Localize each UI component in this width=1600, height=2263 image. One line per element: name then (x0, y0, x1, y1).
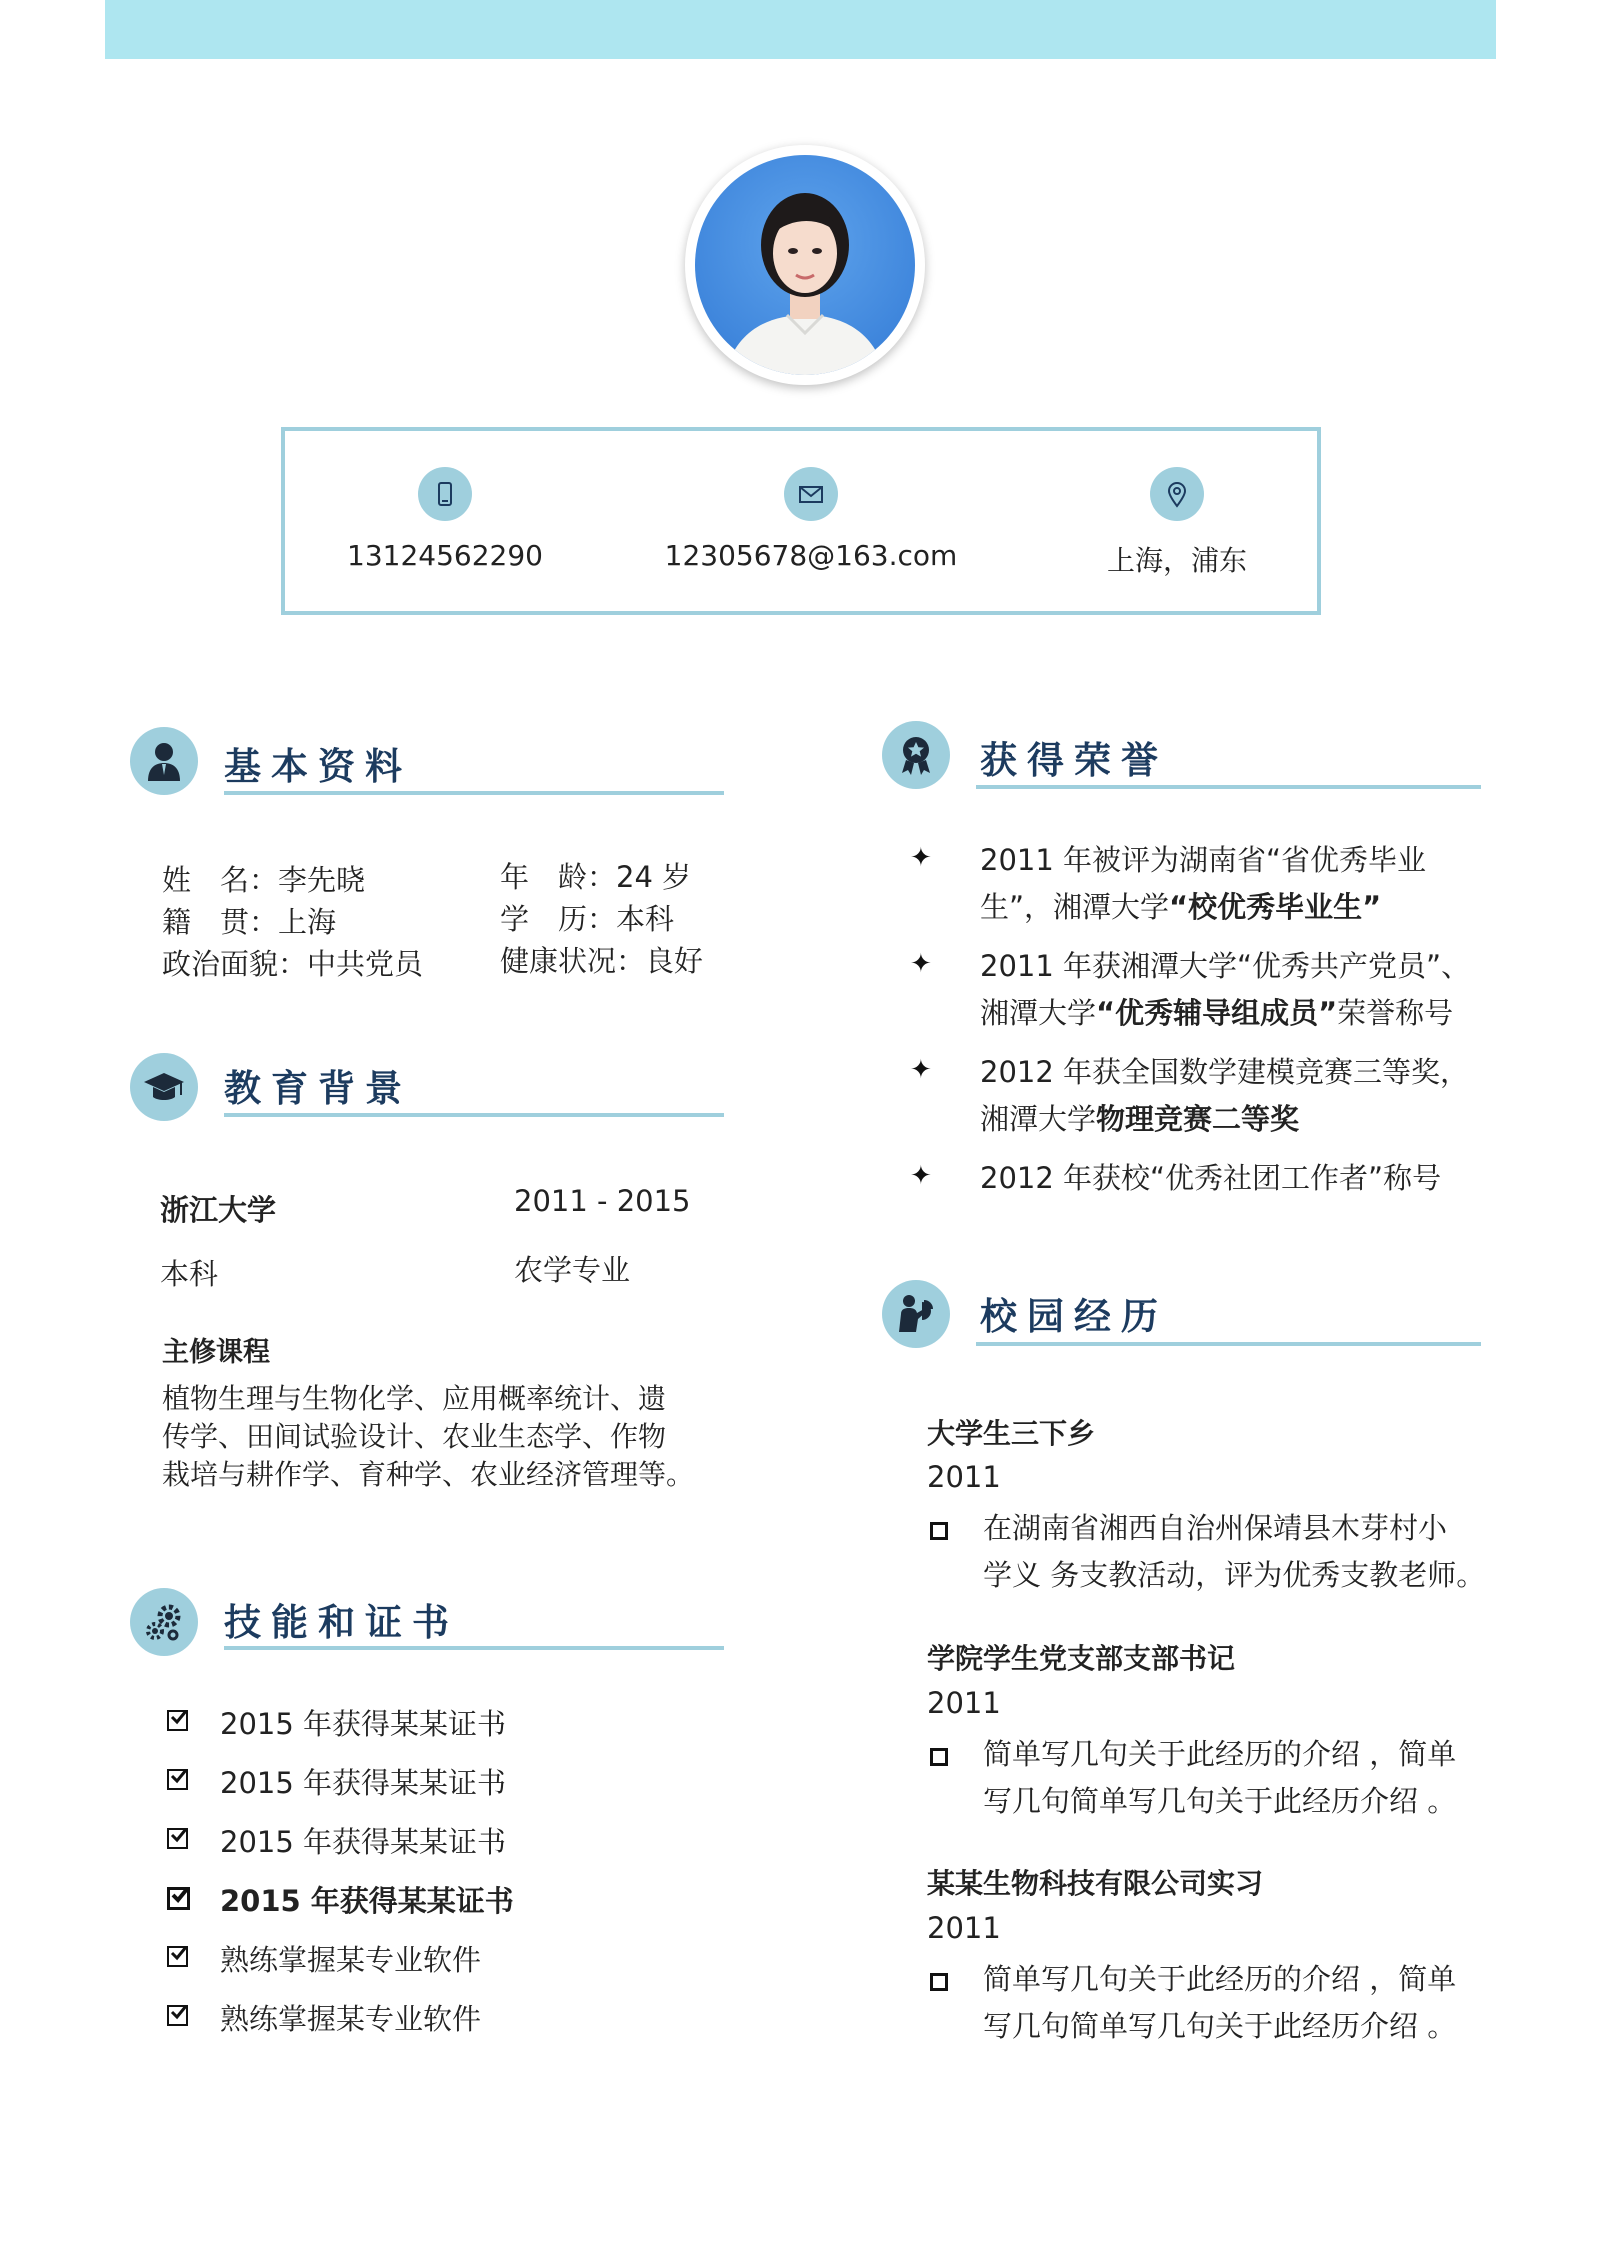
honor-line: 2011 年被评为湖南省“省优秀毕业 (980, 843, 1427, 877)
experience-desc (983, 1505, 1493, 1599)
section-title-honors: 获得荣誉 (980, 739, 1168, 782)
health-value: 良好 (645, 944, 704, 978)
section-divider (224, 1113, 724, 1117)
degree-label: 学 历： (500, 902, 617, 936)
name-row (162, 858, 365, 899)
section-divider (224, 791, 724, 795)
star-bullet-icon: ✦ (910, 1055, 932, 1085)
star-bullet-icon: ✦ (910, 843, 932, 873)
phone-number: 13124562290 (347, 539, 543, 572)
contact-phone (285, 431, 605, 611)
checkbox-icon (167, 1828, 188, 1849)
experience-desc (983, 1956, 1493, 2050)
location-pin-icon (1150, 467, 1204, 521)
section-title-skills: 技能和证书 (224, 1601, 459, 1644)
age-label: 年 龄： (500, 860, 617, 894)
skill-item: 熟练掌握某专业软件 (220, 2002, 482, 2036)
age-row (500, 855, 691, 896)
experience-line: 学义 务支教活动，评为优秀支教老师。 (983, 1558, 1486, 1592)
section-title-education: 教育背景 (224, 1067, 412, 1110)
hometown-row (162, 900, 336, 941)
experience-year: 2011 (927, 1686, 1001, 1720)
star-bullet-icon: ✦ (910, 1161, 932, 1191)
politics-row (162, 942, 423, 983)
square-bullet-icon (930, 1522, 948, 1540)
health-row (500, 939, 703, 980)
honor-item (980, 1049, 1490, 1143)
courses-title: 主修课程 (162, 1337, 270, 1368)
skill-item: 2015 年获得某某证书 (220, 1766, 507, 1800)
section-divider (976, 1342, 1481, 1346)
award-icon (882, 721, 950, 789)
contact-location (1017, 431, 1337, 611)
experience-line: 简单写几句关于此经历的介绍 ，简单 (983, 1737, 1457, 1771)
degree-row (500, 897, 674, 938)
contact-panel (281, 427, 1321, 615)
honor-line: 2012 年获全国数学建模竞赛三等奖， (980, 1055, 1470, 1089)
degree-value: 本科 (616, 902, 675, 936)
hometown-value: 上海 (278, 905, 337, 939)
experience-line: 在湖南省湘西自治州保靖县木芽村小 (983, 1511, 1448, 1545)
honor-line: 2011 年获湘潭大学“优秀共产党员”、 (980, 949, 1471, 983)
checkbox-icon (167, 1710, 188, 1731)
honor-item (980, 837, 1490, 931)
politics-label: 政治面貌： (162, 947, 308, 981)
courses-line: 植物生理与生物化学、应用概率统计、遗 (162, 1382, 667, 1415)
honor-item (980, 1155, 1490, 1202)
skill-item: 2015 年获得某某证书 (220, 1884, 514, 1918)
contact-email (651, 431, 971, 611)
experience-desc (983, 1731, 1493, 1825)
checkbox-icon (167, 1887, 190, 1910)
campus-activity-icon (882, 1280, 950, 1348)
section-title-basic: 基本资料 (224, 745, 412, 788)
experience-line: 写几句简单写几句关于此经历介绍 。 (983, 2009, 1457, 2043)
graduation-cap-icon (130, 1053, 198, 1121)
experience-title: 学院学生党支部支部书记 (927, 1642, 1236, 1675)
hometown-label: 籍 贯： (162, 905, 279, 939)
experience-title: 某某生物科技有限公司实习 (927, 1867, 1264, 1900)
gears-icon (130, 1588, 198, 1656)
square-bullet-icon (930, 1748, 948, 1766)
politics-value: 中共党员 (307, 947, 424, 981)
location-text: 上海，浦东 (1106, 544, 1247, 577)
section-title-campus: 校园经历 (980, 1295, 1168, 1338)
honor-line: 湘潭大学“优秀辅导组成员”荣誉称号 (980, 996, 1454, 1030)
person-icon (130, 727, 198, 795)
section-divider (976, 785, 1481, 789)
skill-item: 2015 年获得某某证书 (220, 1707, 507, 1741)
honor-line: 生”，湘潭大学“校优秀毕业生” (980, 890, 1382, 924)
mail-icon (784, 467, 838, 521)
name-value: 李先晓 (278, 863, 366, 897)
avatar-frame (685, 145, 925, 385)
email-address: 12305678@163.com (664, 539, 958, 572)
experience-line: 写几句简单写几句关于此经历介绍 。 (983, 1784, 1457, 1818)
experience-title: 大学生三下乡 (927, 1417, 1096, 1450)
skill-item: 2015 年获得某某证书 (220, 1825, 507, 1859)
phone-icon (418, 467, 472, 521)
age-value: 24 岁 (616, 860, 692, 894)
skill-item: 熟练掌握某专业软件 (220, 1943, 482, 1977)
checkbox-icon (167, 1946, 188, 1967)
honor-item (980, 943, 1490, 1037)
honor-line: 湘潭大学物理竞赛二等奖 (980, 1102, 1300, 1136)
courses-line: 传学、田间试验设计、农业生态学、作物 (162, 1420, 667, 1453)
school-name: 浙江大学 (160, 1193, 277, 1227)
section-divider (224, 1646, 724, 1650)
honor-line: 2012 年获校“优秀社团工作者”称号 (980, 1161, 1442, 1195)
school-years: 2011 - 2015 (514, 1184, 691, 1218)
experience-year: 2011 (927, 1460, 1001, 1494)
education-major: 农学专业 (514, 1253, 631, 1287)
courses-list (162, 1380, 722, 1494)
checkbox-icon (167, 1769, 188, 1790)
square-bullet-icon (930, 1973, 948, 1991)
checkbox-icon (167, 2005, 188, 2026)
star-bullet-icon: ✦ (910, 949, 932, 979)
health-label: 健康状况： (500, 944, 646, 978)
courses-line: 栽培与耕作学、育种学、农业经济管理等。 (162, 1458, 695, 1491)
education-degree: 本科 (160, 1257, 219, 1291)
header-band (105, 0, 1496, 59)
experience-year: 2011 (927, 1911, 1001, 1945)
experience-line: 简单写几句关于此经历的介绍 ，简单 (983, 1962, 1457, 1996)
name-label: 姓 名： (162, 863, 279, 897)
avatar (695, 155, 915, 375)
